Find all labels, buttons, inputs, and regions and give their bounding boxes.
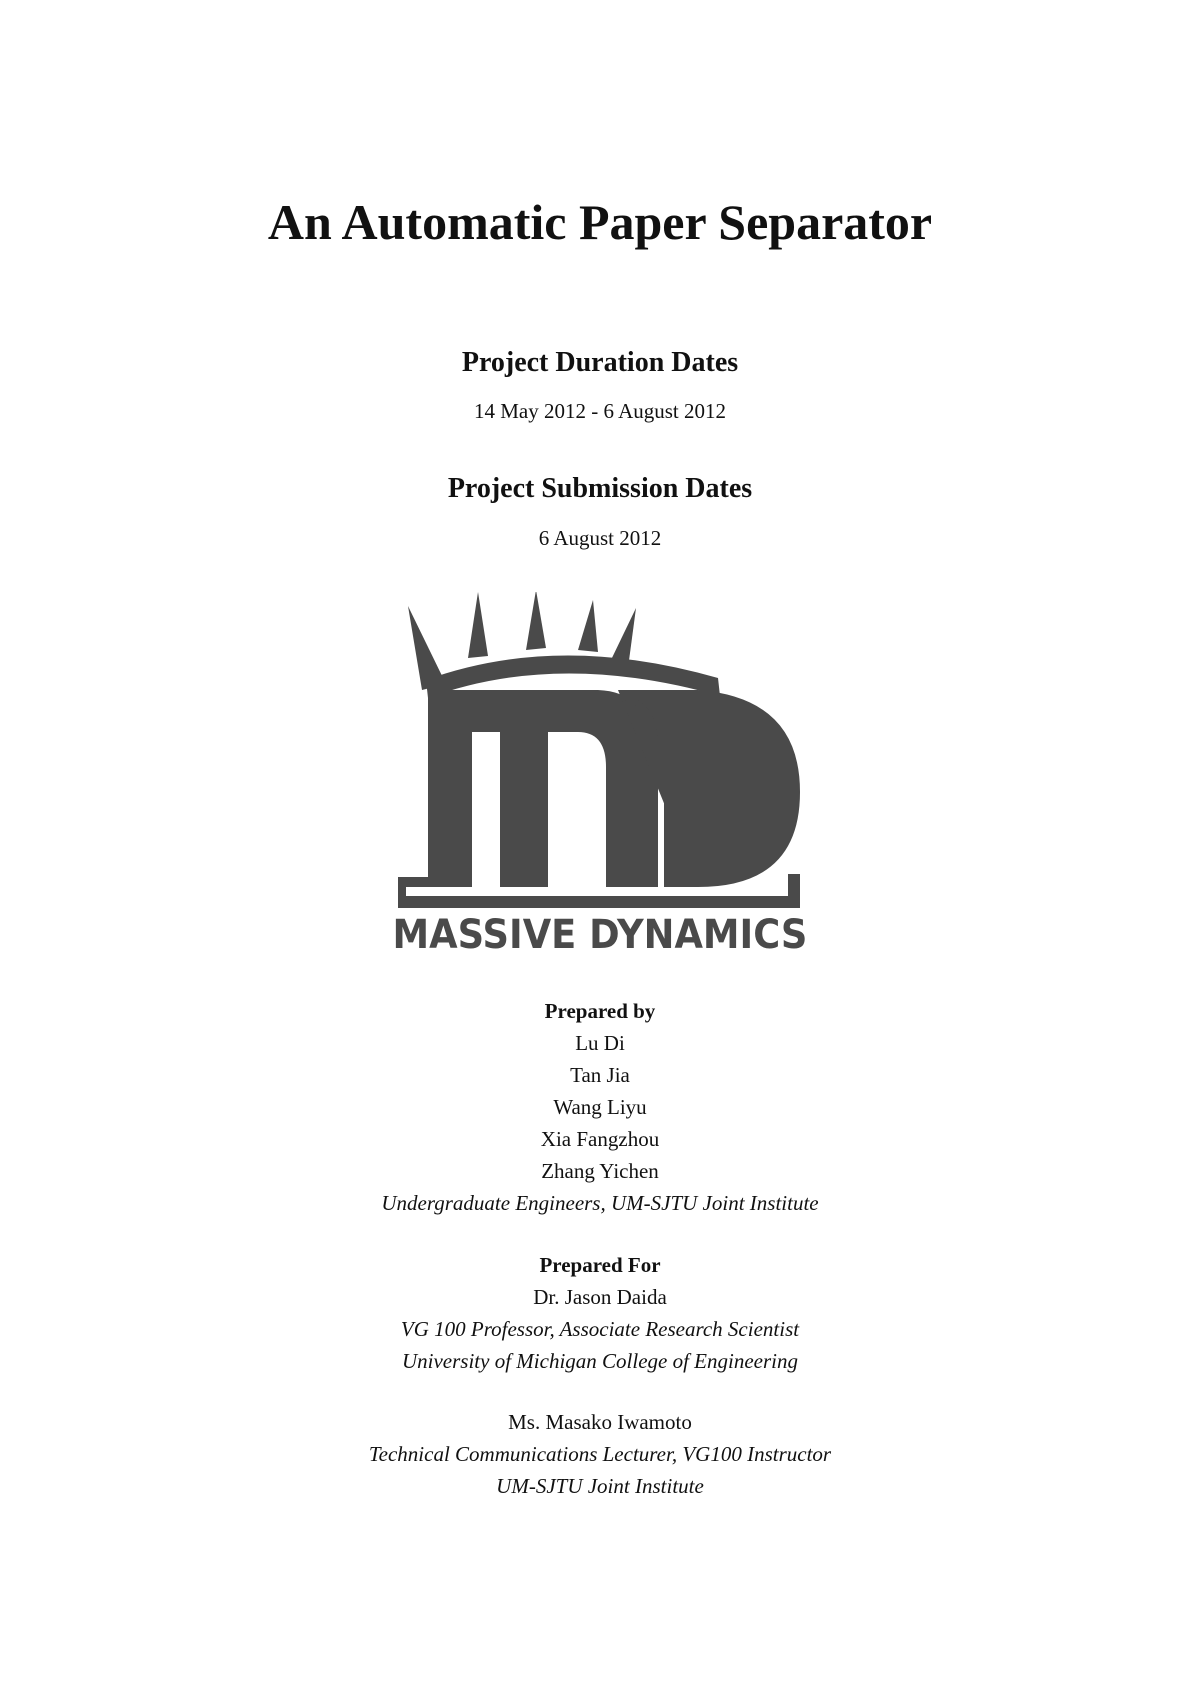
duration-dates: 14 May 2012 - 6 August 2012 bbox=[474, 399, 726, 423]
document-title: An Automatic Paper Separator bbox=[267, 194, 933, 250]
recipient-name: Ms. Masako Iwamoto bbox=[508, 1410, 692, 1434]
duration-heading: Project Duration Dates bbox=[461, 347, 739, 378]
recipient-role: Technical Communications Lecturer, VG100 Instructor bbox=[368, 1442, 832, 1466]
recipient-role: VG 100 Professor, Associate Research Scientist bbox=[400, 1317, 800, 1341]
prepared-for-heading: Prepared For bbox=[539, 1253, 661, 1277]
author-name: Lu Di bbox=[575, 1031, 625, 1055]
prepared-for-section bbox=[0, 1249, 1200, 1377]
submission-heading: Project Submission Dates bbox=[447, 473, 753, 504]
submission-date: 6 August 2012 bbox=[538, 526, 662, 550]
logo-text: MASSIVE DYNAMICS bbox=[392, 912, 808, 958]
massive-dynamics-logo bbox=[388, 592, 818, 962]
author-name: Wang Liyu bbox=[553, 1095, 647, 1119]
recipient-name: Dr. Jason Daida bbox=[533, 1285, 667, 1309]
prepared-by-section bbox=[0, 995, 1200, 1219]
author-name: Zhang Yichen bbox=[541, 1159, 659, 1183]
author-name: Xia Fangzhou bbox=[540, 1127, 660, 1151]
author-affiliation: Undergraduate Engineers, UM-SJTU Joint Institute bbox=[381, 1191, 819, 1215]
prepared-by-heading: Prepared by bbox=[544, 999, 656, 1023]
md-monogram-icon bbox=[398, 690, 800, 908]
second-recipient-section bbox=[0, 1406, 1200, 1502]
crown-icon bbox=[408, 592, 720, 698]
author-name: Tan Jia bbox=[570, 1063, 630, 1087]
recipient-institution: UM-SJTU Joint Institute bbox=[496, 1474, 704, 1498]
recipient-institution: University of Michigan College of Engineering bbox=[401, 1349, 798, 1373]
